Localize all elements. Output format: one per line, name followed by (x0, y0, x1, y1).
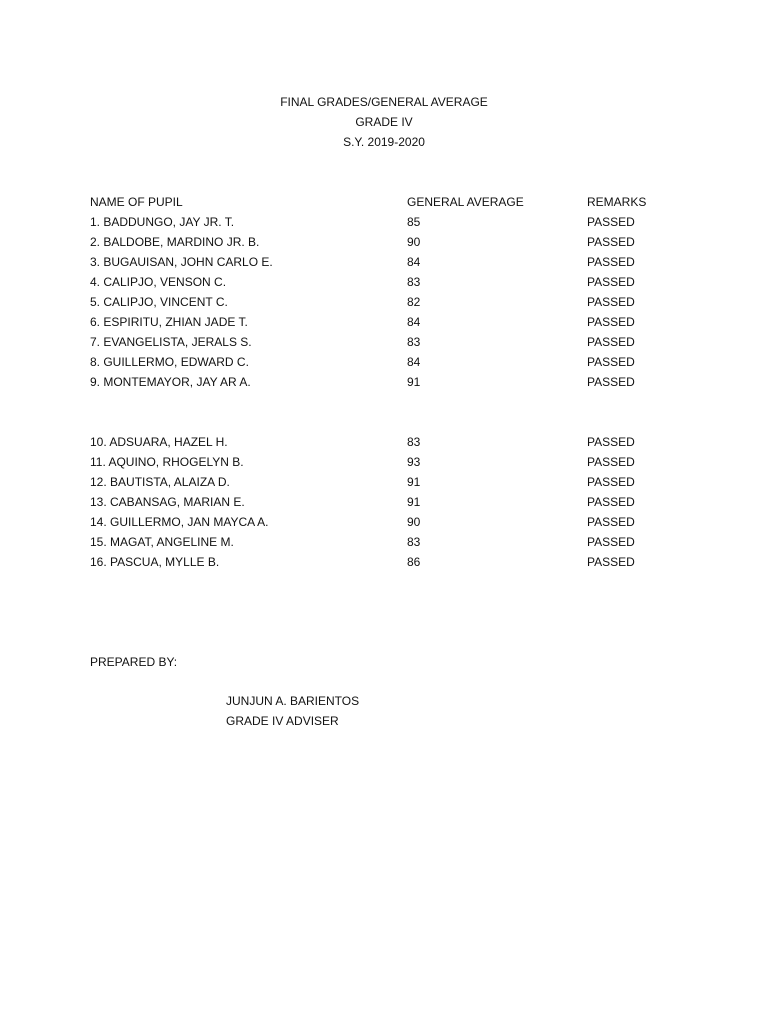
remarks: PASSED (587, 275, 635, 289)
general-average: 82 (407, 295, 421, 309)
signer-title: GRADE IV ADVISER (226, 714, 339, 728)
general-average: 83 (407, 275, 421, 289)
pupil-name: 3. BUGAUISAN, JOHN CARLO E. (90, 255, 273, 269)
general-average: 91 (407, 475, 421, 489)
remarks: PASSED (587, 535, 635, 549)
pupil-name: 9. MONTEMAYOR, JAY AR A. (90, 375, 251, 389)
general-average: 90 (407, 515, 421, 529)
remarks: PASSED (587, 455, 635, 469)
general-average: 84 (407, 355, 421, 369)
pupil-name: 4. CALIPJO, VENSON C. (90, 275, 227, 289)
grade-level: GRADE IV (355, 115, 413, 129)
pupil-name: 1. BADDUNGO, JAY JR. T. (90, 215, 235, 229)
general-average: 91 (407, 495, 421, 509)
remarks: PASSED (587, 435, 635, 449)
general-average: 84 (407, 315, 421, 329)
remarks: PASSED (587, 215, 635, 229)
pupil-name: 2. BALDOBE, MARDINO JR. B. (90, 235, 260, 249)
remarks: PASSED (587, 515, 635, 529)
signer-name: JUNJUN A. BARIENTOS (226, 694, 360, 708)
remarks: PASSED (587, 475, 635, 489)
general-average: 93 (407, 455, 421, 469)
general-average: 86 (407, 555, 421, 569)
pupil-name: 13. CABANSAG, MARIAN E. (90, 495, 245, 509)
general-average: 90 (407, 235, 421, 249)
general-average: 84 (407, 255, 421, 269)
pupil-name: 10. ADSUARA, HAZEL H. (90, 435, 228, 449)
pupil-name: 6. ESPIRITU, ZHIAN JADE T. (90, 315, 248, 329)
pupil-name: 7. EVANGELISTA, JERALS S. (90, 335, 252, 349)
remarks: PASSED (587, 495, 635, 509)
signature-block (226, 693, 359, 733)
pupil-name: 15. MAGAT, ANGELINE M. (90, 535, 234, 549)
pupil-name: 14. GUILLERMO, JAN MAYCA A. (90, 515, 269, 529)
general-average: 91 (407, 375, 421, 389)
school-year: S.Y. 2019-2020 (343, 135, 425, 149)
pupil-name: 11. AQUINO, RHOGELYN B. (90, 455, 244, 469)
pupil-name: 5. CALIPJO, VINCENT C. (90, 295, 228, 309)
prepared-by-label: PREPARED BY: (90, 655, 178, 669)
remarks: PASSED (587, 295, 635, 309)
general-average: 83 (407, 535, 421, 549)
document-header (0, 94, 768, 154)
remarks: PASSED (587, 255, 635, 269)
column-header-average: GENERAL AVERAGE (407, 195, 524, 209)
pupil-name: 16. PASCUA, MYLLE B. (90, 555, 220, 569)
general-average: 83 (407, 335, 421, 349)
remarks: PASSED (587, 355, 635, 369)
pupil-name: 12. BAUTISTA, ALAIZA D. (90, 475, 230, 489)
remarks: PASSED (587, 555, 635, 569)
column-header-remarks: REMARKS (587, 195, 647, 209)
general-average: 85 (407, 215, 421, 229)
remarks: PASSED (587, 375, 635, 389)
column-header-name: NAME OF PUPIL (90, 195, 183, 209)
remarks: PASSED (587, 315, 635, 329)
remarks: PASSED (587, 235, 635, 249)
general-average: 83 (407, 435, 421, 449)
pupil-name: 8. GUILLERMO, EDWARD C. (90, 355, 249, 369)
remarks: PASSED (587, 335, 635, 349)
document-title: FINAL GRADES/GENERAL AVERAGE (280, 95, 488, 109)
